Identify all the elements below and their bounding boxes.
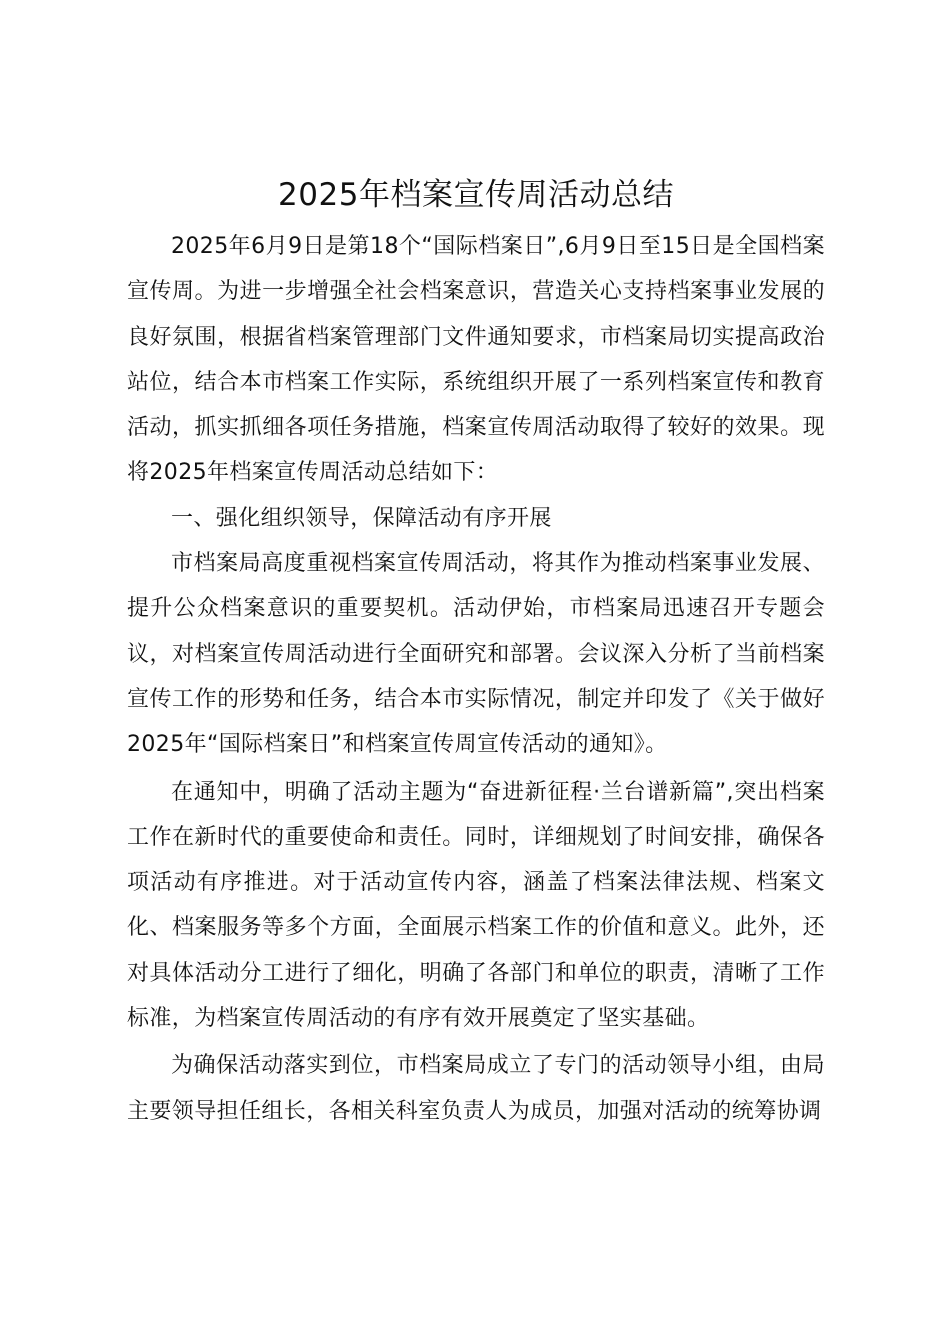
- intro-paragraph: 2025年6月9日是第18个“国际档案日”,6月9日至15日是全国档案宣传周。为进一步增强全社会档案意识，营造关心支持档案事业发展的良好氛围，根据省档案管理部门文件通知要求，市档案局切实提高政治站位，结合本市档案工作实际，系统组织开展了一系列档案宣传和教育活动，抓实抓细各项任务措施，档案宣传周活动取得了较好的效果。现将2025年档案宣传周活动总结如下：: [127, 234, 825, 486]
- section-heading-1: 一、强化组织领导，保障活动有序开展: [171, 505, 552, 531]
- section1-paragraph-2: 在通知中，明确了活动主题为“奋进新征程·兰台谱新篇”,突出档案工作在新时代的重要使命和责任。同时，详细规划了时间安排，确保各项活动有序推进。对于活动宣传内容，涵盖了档案法律法规、档案文化、档案服务等多个方面，全面展示档案工作的价值和意义。此外，还对具体活动分工进行了细化，明确了各部门和单位的职责，清晰了工作标准，为档案宣传周活动的有序有效开展奠定了坚实基础。: [127, 779, 825, 1032]
- document-body: [127, 172, 825, 1134]
- section1-paragraph-3: 为确保活动落实到位，市档案局成立了专门的活动领导小组，由局主要领导担任组长，各相关科室负责人为成员，加强对活动的统筹协调: [127, 1053, 825, 1124]
- section1-paragraph-1: 市档案局高度重视档案宣传周活动，将其作为推动档案事业发展、提升公众档案意识的重要契机。活动伊始，市档案局迅速召开专题会议，对档案宣传周活动进行全面研究和部署。会议深入分析了当前档案宣传工作的形势和任务，结合本市实际情况，制定并印发了《关于做好2025年“国际档案日”和档案宣传周宣传活动的通知》。: [127, 551, 825, 758]
- document-title: 2025年档案宣传周活动总结: [278, 177, 674, 213]
